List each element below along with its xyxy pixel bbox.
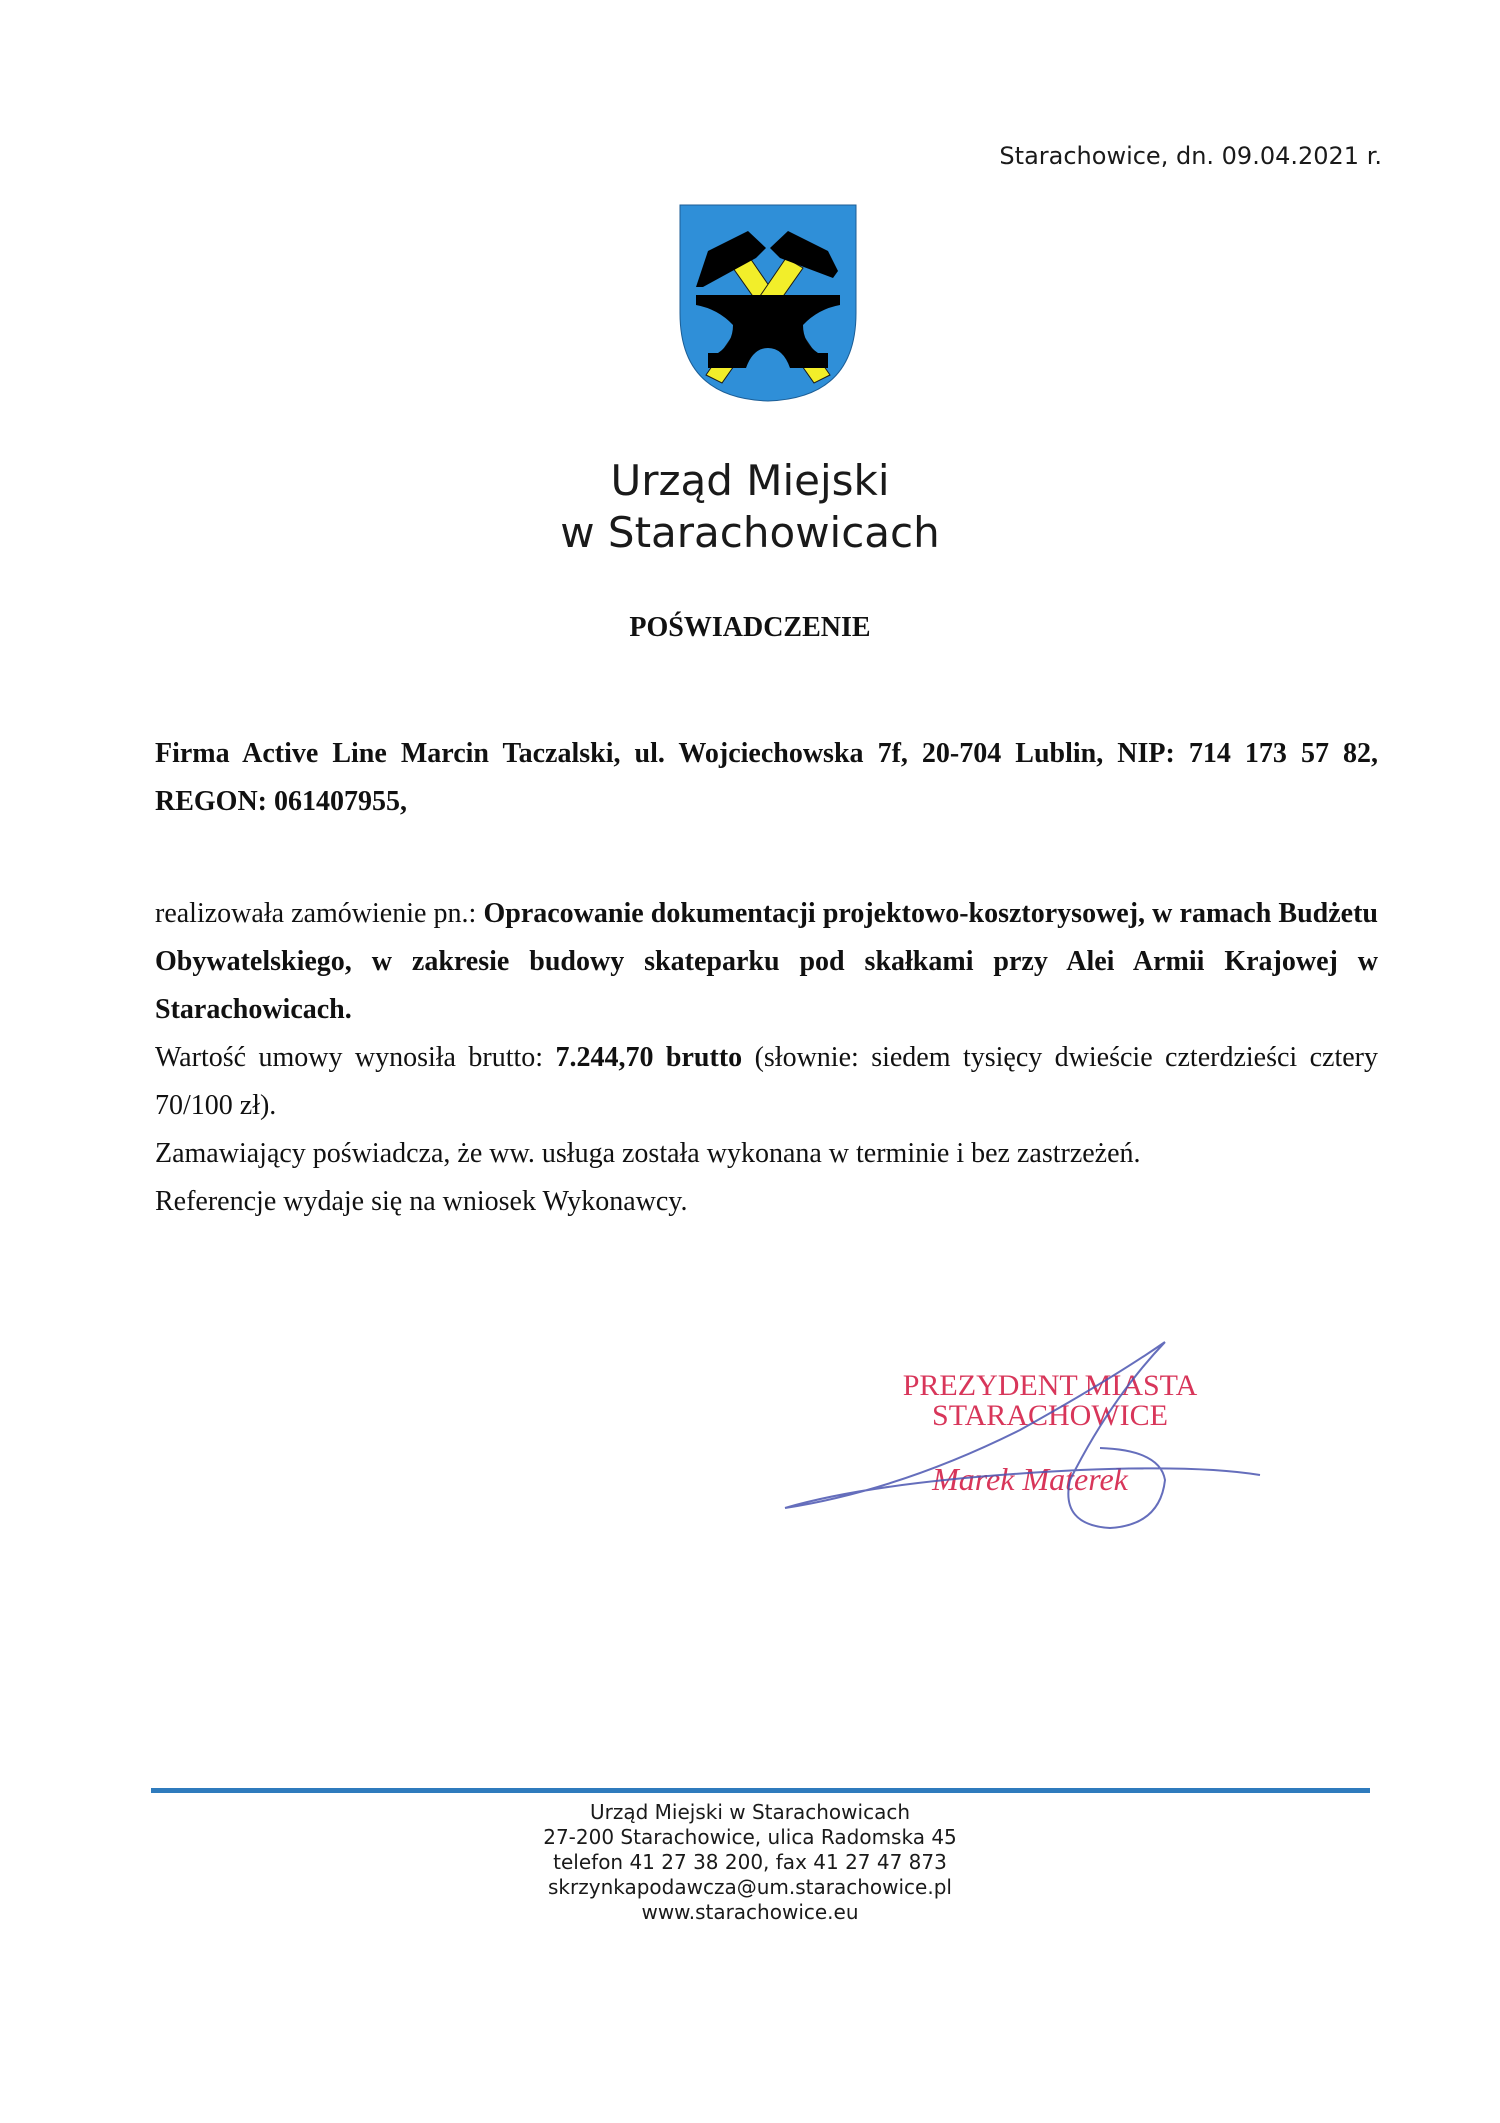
footer-email: skrzynkapodawcza@um.starachowice.pl	[548, 1875, 952, 1899]
value-words: (słownie: siedem tysięcy dwieście czterdzieści cztery 70/100 zł).	[155, 1042, 1378, 1121]
document-date: Starachowice, dn. 09.04.2021 r.	[999, 142, 1382, 170]
office-name-line2: w Starachowicach	[560, 508, 940, 557]
footer-office: Urząd Miejski w Starachowicach	[590, 1800, 910, 1824]
footer-phone: telefon 41 27 38 200, fax 41 27 47 873	[553, 1850, 947, 1874]
signature-stamp	[780, 1340, 1340, 1560]
stamp-title-line1: PREZYDENT MIASTA	[902, 1369, 1198, 1402]
footer-website: www.starachowice.eu	[641, 1900, 859, 1924]
signatory-name: Marek Materek	[932, 1461, 1128, 1497]
footer-address: 27-200 Starachowice, ulica Radomska 45	[543, 1825, 957, 1849]
office-name	[0, 455, 1500, 559]
footer-divider	[151, 1788, 1370, 1793]
value-intro: Wartość umowy wynosiła brutto:	[155, 1042, 556, 1073]
order-intro: realizowała zamówienie pn.:	[155, 898, 484, 929]
office-name-line1: Urząd Miejski	[610, 456, 890, 505]
company-details: Firma Active Line Marcin Taczalski, ul. Wojciechowska 7f, 20-704 Lublin, NIP: 714 173 57 82, REGON: 061407955,	[155, 738, 1378, 817]
order-name: Opracowanie dokumentacji projektowo-kosztorysowej, w ramach Budżetu Obywatelskiego, w zakresie budowy skateparku pod skałkami przy Alei Armii Krajowej w Starachowicach.	[155, 898, 1378, 1025]
footer-contact	[0, 1800, 1500, 1925]
document-body	[155, 890, 1378, 1226]
confirmation-paragraph: Zamawiający poświadcza, że ww. usługa została wykonana w terminie i bez zastrzeżeń.	[155, 1138, 1141, 1169]
order-paragraph	[155, 890, 1378, 1034]
value-paragraph	[155, 1034, 1378, 1130]
reference-paragraph: Referencje wydaje się na wniosek Wykonawcy.	[155, 1186, 688, 1217]
document-title: POŚWIADCZENIE	[629, 612, 871, 643]
stamp-title-line2: STARACHOWICE	[932, 1399, 1168, 1432]
coat-of-arms-icon	[678, 203, 858, 403]
value-amount: 7.244,70 brutto	[555, 1042, 743, 1073]
